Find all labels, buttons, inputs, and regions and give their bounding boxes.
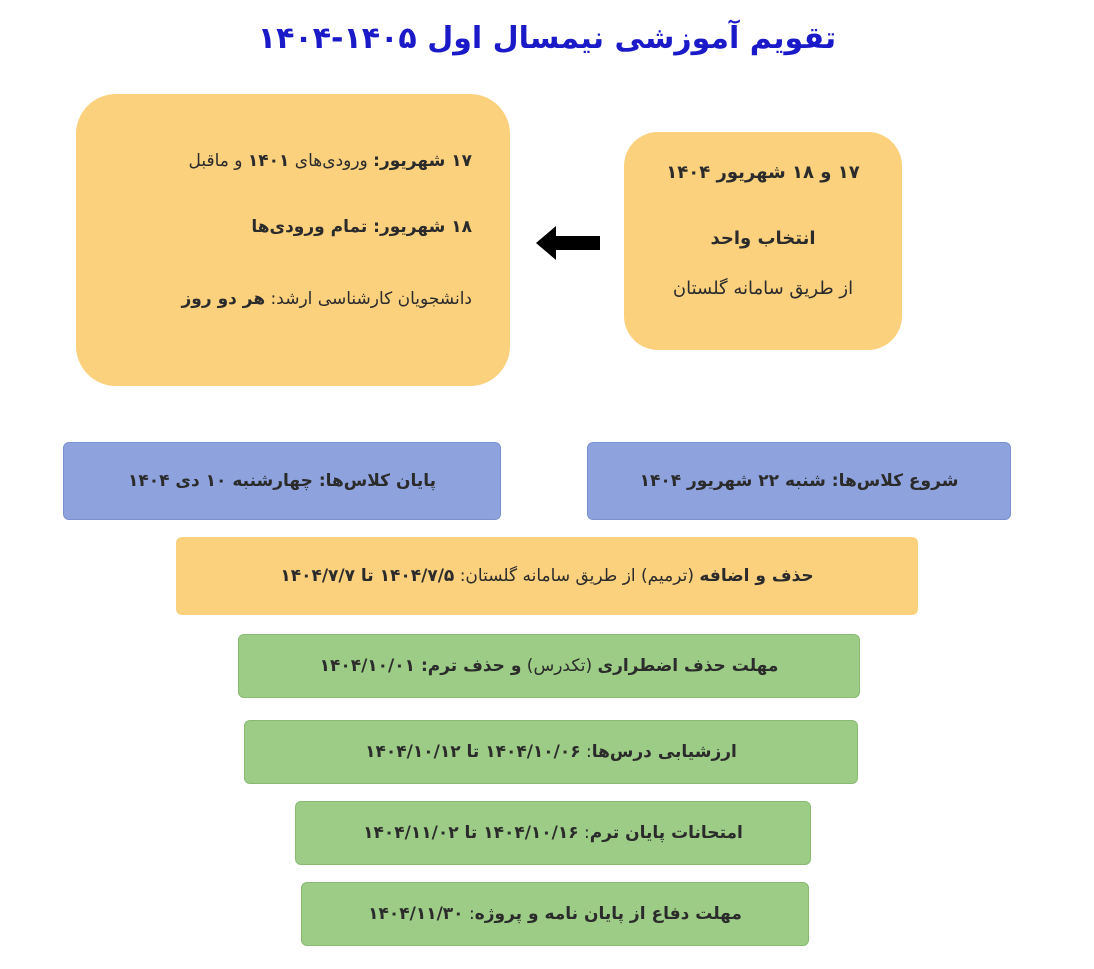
class-start-bar xyxy=(587,442,1011,520)
thesis-defense-text: مهلت دفاع از پایان نامه و پروژه: ۱۴۰۴/۱۱/۳۰ xyxy=(368,904,742,924)
thesis-defense-bar xyxy=(301,882,809,946)
registration-detail-masters: دانشجویان کارشناسی ارشد: هر دو روز xyxy=(181,289,472,309)
final-exams-bar xyxy=(295,801,811,865)
registration-details-box xyxy=(76,94,510,386)
registration-detail-day1: ۱۷ شهریور: ورودی‌های ۱۴۰۱ و ماقبل xyxy=(188,151,472,171)
left-arrow-icon xyxy=(536,224,600,262)
registration-method: از طریق سامانه گلستان xyxy=(672,278,854,299)
emergency-drop-text: مهلت حذف اضطراری (تکدرس) و حذف ترم: ۱۴۰۴/۱۰/۰۱ xyxy=(319,656,779,676)
class-start-text: شروع کلاس‌ها: شنبه ۲۲ شهریور ۱۴۰۴ xyxy=(639,471,959,491)
registration-detail-day2: ۱۸ شهریور: تمام ورودی‌ها xyxy=(251,217,472,237)
course-registration-box xyxy=(624,132,902,350)
evaluation-text: ارزشیابی درس‌ها: ۱۴۰۴/۱۰/۰۶ تا ۱۴۰۴/۱۰/۱۲ xyxy=(365,742,737,762)
registration-dates: ۱۷ و ۱۸ شهریور ۱۴۰۴ xyxy=(666,162,860,183)
emergency-drop-bar xyxy=(238,634,860,698)
page-title: تقویم آموزشی نیمسال اول ۱۴۰۵-۱۴۰۴ xyxy=(257,21,837,56)
final-exams-text: امتحانات پایان ترم: ۱۴۰۴/۱۰/۱۶ تا ۱۴۰۴/۱۱/۰۲ xyxy=(363,823,743,843)
registration-label: انتخاب واحد xyxy=(710,228,816,249)
class-end-bar xyxy=(63,442,501,520)
class-end-text: پایان کلاس‌ها: چهارشنبه ۱۰ دی ۱۴۰۴ xyxy=(128,471,437,491)
evaluation-bar xyxy=(244,720,858,784)
add-drop-bar xyxy=(176,537,918,615)
add-drop-text: حذف و اضافه (ترمیم) از طریق سامانه گلستان: ۱۴۰۴/۷/۵ تا ۱۴۰۴/۷/۷ xyxy=(280,566,814,586)
